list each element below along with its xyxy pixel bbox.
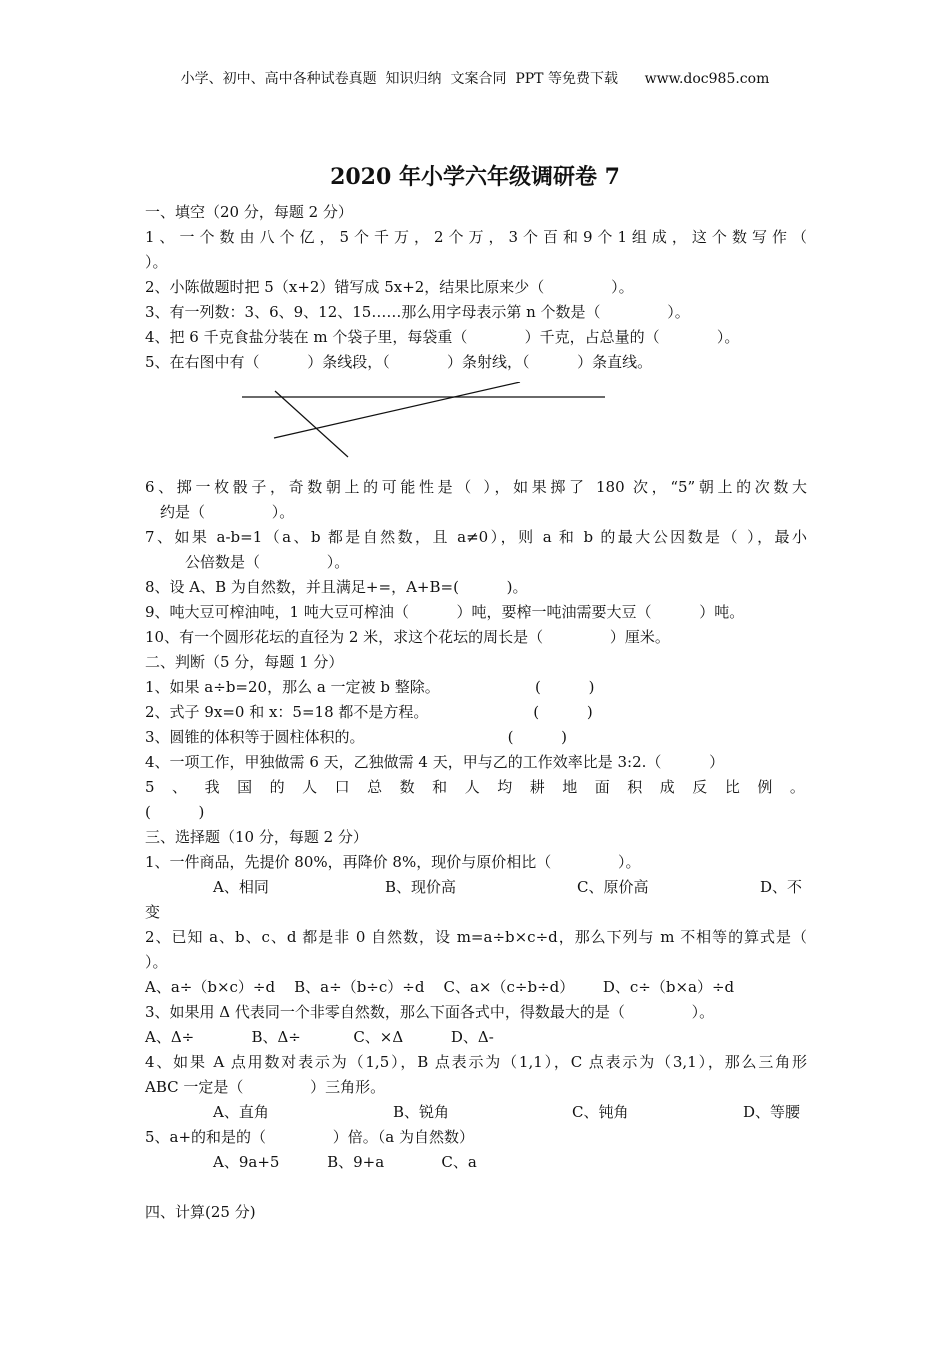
fill-q7-line2: 公倍数是（ ）。 — [185, 553, 350, 571]
choice-q5: 5、a+的和是的（ ）倍。（a 为自然数） — [145, 1128, 475, 1146]
choice-q4-line1: 4、如果 A 点用数对表示为（1,5），B 点表示为（1,1），C 点表示为（3,1），那么三角形 — [145, 1053, 807, 1071]
lines-figure — [230, 382, 610, 462]
figure-diagonal-line-up — [274, 382, 520, 438]
judge-q5-char: 耕 — [529, 778, 545, 796]
choice-q1-wrap: 变 — [145, 903, 161, 921]
judge-q5-char: 5 — [145, 778, 155, 796]
section1-heading: 一、填空（20 分，每题 2 分） — [145, 203, 353, 221]
choice-q4-option-a: A、直角 — [213, 1103, 269, 1121]
fill-q6-line1: 6、掷一枚骰子，奇数朝上的可能性是（ ），如果掷了 180 次，“5”朝上的次数大 — [145, 478, 807, 496]
page-header: 小学、初中、高中各种试卷真题 知识归纳 文案合同 PPT 等免费下载 www.doc985.com — [180, 71, 770, 87]
choice-q3-options: A、Δ÷ B、Δ÷ C、×Δ D、Δ- — [145, 1028, 494, 1046]
judge-q5-char: 我 — [204, 778, 220, 796]
judge-q5-char: 、 — [172, 778, 188, 796]
judge-q5-line2: ( ) — [145, 803, 205, 821]
judge-q3: 3、圆锥的体积等于圆柱体积的。 ( ) — [145, 728, 567, 746]
choice-q2-options: A、a÷（b×c）÷d B、a÷（b÷c）÷d C、a×（c÷b÷d） D、c÷（b×a）÷d — [145, 978, 735, 996]
judge-q5-char: 积 — [627, 778, 643, 796]
judge-q5-char: 口 — [334, 778, 350, 796]
judge-q5-char: 人 — [302, 778, 318, 796]
judge-q5-char: 反 — [692, 778, 708, 796]
fill-q8: 8、设 A、B 为自然数，并且满足+=，A+B=( )。 — [145, 578, 528, 596]
fill-q4: 4、把 6 千克食盐分装在 m 个袋子里，每袋重（ ）千克，占总量的（ ）。 — [145, 328, 740, 346]
judge-q5-char: 例 — [757, 778, 773, 796]
judge-q5-line1 — [145, 777, 805, 797]
choice-q1-option-c: C、原价高 — [577, 878, 649, 896]
page-title: 2020 年小学六年级调研卷 7 — [330, 164, 620, 190]
judge-q2: 2、式子 9x=0 和 x：5=18 都不是方程。 ( ) — [145, 703, 593, 721]
choice-q4-option-d: D、等腰 — [743, 1103, 801, 1121]
judge-q5-char: 人 — [464, 778, 480, 796]
judge-q4: 4、一项工作，甲独做需 6 天，乙独做需 4 天，甲与乙的工作效率比是 3:2.（ ） — [145, 753, 725, 771]
section2-heading: 二、判断（5 分，每题 1 分） — [145, 653, 344, 671]
choice-q1-option-a: A、相同 — [213, 878, 269, 896]
judge-q5-char: 均 — [497, 778, 513, 796]
judge-q5-char: 成 — [659, 778, 675, 796]
section4-heading: 四、计算(25 分) — [145, 1203, 256, 1221]
judge-q5-char: 总 — [367, 778, 383, 796]
choice-q2-line1: 2、已知 a、b、c、d 都是非 0 自然数，设 m=a÷b×c÷d，那么下列与 m 不相等的算式是（ — [145, 928, 807, 946]
judge-q5-char: 数 — [399, 778, 415, 796]
fill-q6-line2: 约是（ ）。 — [160, 503, 295, 521]
judge-q5-char: 和 — [432, 778, 448, 796]
choice-q4-option-c: C、钝角 — [572, 1103, 629, 1121]
choice-q3: 3、如果用 Δ 代表同一个非零自然数，那么下面各式中，得数最大的是（ ）。 — [145, 1003, 715, 1021]
fill-q5: 5、在右图中有（ ）条线段，（ ）条射线，（ ）条直线。 — [145, 353, 653, 371]
fill-q1-line2: ）。 — [145, 253, 168, 271]
fill-q9: 9、吨大豆可榨油吨，1 吨大豆可榨油（ ）吨，要榨一吨油需要大豆（ ）吨。 — [145, 603, 745, 621]
judge-q5-char: 面 — [594, 778, 610, 796]
judge-q5-char: 。 — [789, 778, 805, 796]
fill-q1-line1: 1 、 一 个 数 由 八 个 亿 ， 5 个 千 万 ， 2 个 万 ， 3 个 百 和 9 个 1 组 成 ， 这 个 数 写 作 （ — [145, 228, 807, 246]
fill-q3: 3、有一列数：3、6、9、12、15……那么用字母表示第 n 个数是（ ）。 — [145, 303, 690, 321]
judge-q1: 1、如果 a÷b=20，那么 a 一定被 b 整除。 ( ) — [145, 678, 595, 696]
choice-q4-option-b: B、锐角 — [393, 1103, 450, 1121]
choice-q1: 1、一件商品，先提价 80%，再降价 8%，现价与原价相比（ ）。 — [145, 853, 641, 871]
judge-q5-char: 国 — [237, 778, 253, 796]
choice-q1-option-d: D、不 — [760, 878, 803, 896]
section3-heading: 三、选择题（10 分，每题 2 分） — [145, 828, 368, 846]
fill-q7-line1: 7、如果 a-b=1（a、b 都是自然数，且 a≠0），则 a 和 b 的最大公因数是（ ），最小 — [145, 528, 807, 546]
judge-q5-char: 比 — [724, 778, 740, 796]
choice-q4-line2: ABC 一定是（ ）三角形。 — [145, 1078, 386, 1096]
choice-q2-line2: ）。 — [145, 953, 168, 971]
fill-q10: 10、有一个圆形花坛的直径为 2 米，求这个花坛的周长是（ ）厘米。 — [145, 628, 670, 646]
judge-q5-char: 地 — [562, 778, 578, 796]
choice-q1-option-b: B、现价高 — [385, 878, 457, 896]
fill-q2: 2、小陈做题时把 5（x+2）错写成 5x+2，结果比原来少（ ）。 — [145, 278, 634, 296]
judge-q5-char: 的 — [269, 778, 285, 796]
choice-q5-options: A、9a+5 B、9+a C、a — [213, 1153, 477, 1171]
